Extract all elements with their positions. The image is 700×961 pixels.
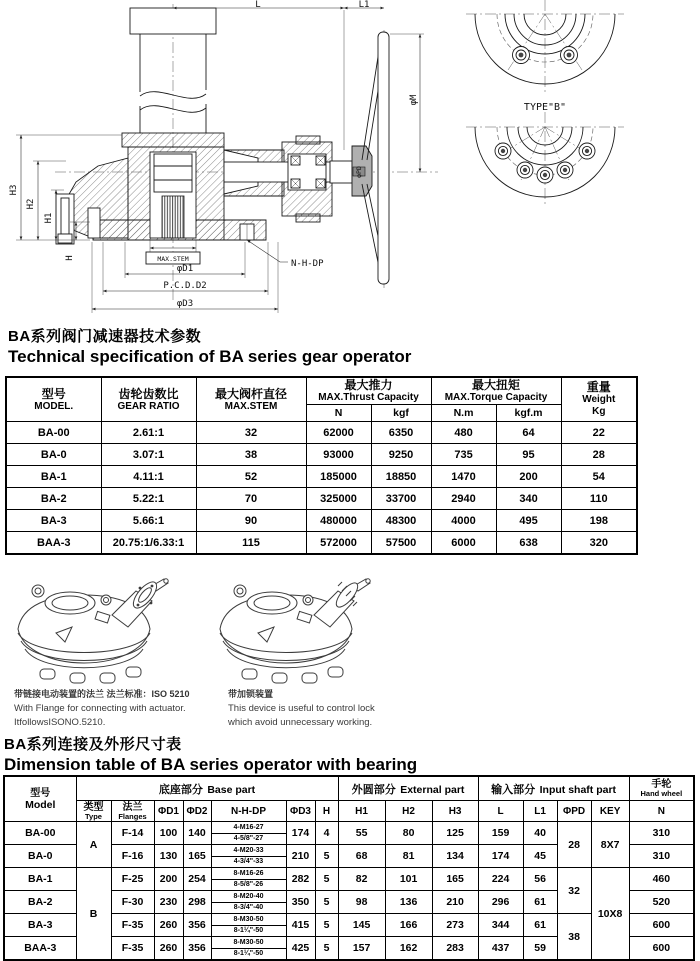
table-cell: 54	[561, 466, 637, 488]
table-cell: F-35	[111, 937, 154, 961]
table-cell: 5.22:1	[101, 488, 196, 510]
table-cell: BA-00	[6, 422, 101, 444]
group-base-en: Base part	[207, 783, 256, 796]
col2-type-en: Type	[85, 811, 102, 821]
figure-with-actuator-flange	[18, 578, 168, 683]
table-cell: F-25	[111, 868, 154, 891]
col2-l: L	[478, 801, 523, 822]
table-cell: 145	[338, 914, 385, 937]
table-cell: 425	[286, 937, 315, 961]
table-cell: 68	[338, 845, 385, 868]
table-cell: 4.11:1	[101, 466, 196, 488]
nhdp-line: 8-1¼"-50	[233, 926, 264, 934]
dimension-table	[3, 775, 695, 961]
table-cell: 134	[432, 845, 478, 868]
table-cell: BA-00	[4, 822, 76, 845]
gear-operator-section-drawing	[0, 0, 700, 322]
dim-d1-label: φD1	[176, 264, 194, 274]
table-row	[6, 422, 637, 444]
table-cell: 283	[432, 937, 478, 961]
nhdp-line: 8-5/8"-26	[233, 880, 264, 888]
table-cell: 28	[557, 822, 591, 868]
table-cell: 18850	[371, 466, 431, 488]
table-cell: 166	[385, 914, 432, 937]
nhdp-line: 4-M20-33	[212, 846, 286, 857]
nhdp-cell	[211, 845, 286, 868]
table-cell: BAA-3	[4, 937, 76, 961]
table-cell: 4	[315, 822, 338, 845]
col2-key: KEY	[591, 801, 629, 822]
table-cell: 344	[478, 914, 523, 937]
table-cell: 1470	[431, 466, 496, 488]
col-thrust-en: MAX.Thrust Capacity	[318, 392, 419, 403]
table-cell: 200	[154, 868, 183, 891]
table-cell: 62000	[306, 422, 371, 444]
col2-h2: H2	[385, 801, 432, 822]
section2-title-zh: BA系列连接及外形尺寸表	[4, 736, 182, 753]
col-torque-en: MAX.Torque Capacity	[444, 392, 548, 403]
section2-title	[4, 733, 417, 775]
col2-pd: ΦPD	[557, 801, 591, 822]
table-cell: 159	[478, 822, 523, 845]
col-gear-ratio	[101, 377, 196, 422]
table-cell: 101	[385, 868, 432, 891]
table-cell: 157	[338, 937, 385, 961]
table-cell: 8X7	[591, 822, 629, 868]
caption-flange-zh: 带链接电动装置的法兰 法兰标准：ISO 5210	[14, 689, 190, 699]
table-cell: 198	[561, 510, 637, 532]
table-cell: BA-3	[4, 914, 76, 937]
table-cell: 10X8	[591, 868, 629, 961]
table-cell: 310	[629, 845, 694, 868]
table-cell: 5	[315, 914, 338, 937]
flange-view-type-b	[466, 112, 624, 207]
col-ratio-en: GEAR RATIO	[117, 400, 180, 412]
table-cell: 5	[315, 937, 338, 961]
nhdp-line: 4-3/4"-33	[233, 857, 264, 865]
table-cell: 48300	[371, 510, 431, 532]
table-cell: BA-0	[6, 444, 101, 466]
table-cell: 70	[196, 488, 306, 510]
col2-n: N	[629, 801, 694, 822]
table-cell: 95	[496, 444, 561, 466]
table-cell: 174	[478, 845, 523, 868]
col-torque-zh: 最大扭矩	[472, 378, 521, 392]
table-cell: 130	[154, 845, 183, 868]
table-cell: 310	[629, 822, 694, 845]
table-cell: A	[76, 822, 111, 868]
table-cell: 140	[183, 822, 211, 845]
col2-h1: H1	[338, 801, 385, 822]
table-cell: 254	[183, 868, 211, 891]
table-cell: 572000	[306, 532, 371, 555]
nhdp-line: 8-M20-40	[212, 892, 286, 903]
table-cell: 320	[561, 532, 637, 555]
col-model-zh: 型号	[41, 386, 66, 401]
table-cell: 28	[561, 444, 637, 466]
nhdp-line: 8-3/4"-40	[233, 903, 264, 911]
col2-d2: ΦD2	[183, 801, 211, 822]
table-cell: 100	[154, 822, 183, 845]
group-input-zh: 输入部分	[491, 783, 536, 796]
table-cell: 260	[154, 937, 183, 961]
col2-type	[76, 801, 111, 822]
table-cell: 115	[196, 532, 306, 555]
type-b-label: TYPE"B"	[523, 102, 567, 113]
table-cell: 5	[315, 868, 338, 891]
table-cell: 260	[154, 914, 183, 937]
group-hand-wheel	[629, 776, 694, 801]
col2-type-zh: 类型	[83, 801, 104, 813]
table-cell: 98	[338, 891, 385, 914]
table-cell: 5	[315, 891, 338, 914]
table-cell: 22	[561, 422, 637, 444]
table-cell: 61	[523, 914, 557, 937]
table-cell: 735	[431, 444, 496, 466]
table-row	[4, 822, 694, 845]
col2-model	[4, 776, 76, 822]
table-cell: 460	[629, 868, 694, 891]
group-ext-zh: 外圆部分	[351, 783, 396, 796]
section2-title-en: Dimension table of BA series operator with bearing	[4, 755, 418, 774]
table-cell: 520	[629, 891, 694, 914]
col2-h3: H3	[432, 801, 478, 822]
col-weight-unit: Kg	[592, 406, 606, 417]
table-row	[6, 532, 637, 555]
table-cell: 90	[196, 510, 306, 532]
table-cell: 325000	[306, 488, 371, 510]
col-thrust-n: N	[306, 405, 371, 422]
table-cell: F-30	[111, 891, 154, 914]
group-ext-en: External part	[400, 783, 465, 796]
dim-L-label: L	[255, 0, 261, 10]
table-row	[6, 444, 637, 466]
table-cell: 80	[385, 822, 432, 845]
table-cell: 340	[496, 488, 561, 510]
table-cell: 356	[183, 937, 211, 961]
col-model-en: MODEL.	[34, 400, 74, 412]
table-cell: 81	[385, 845, 432, 868]
col2-l1: L1	[523, 801, 557, 822]
table-cell: 6000	[431, 532, 496, 555]
group-external-part	[338, 776, 478, 801]
operator-isometric-figures	[0, 575, 700, 687]
col2-flange-zh: 法兰	[122, 801, 143, 813]
table-cell: F-35	[111, 914, 154, 937]
group-input-shaft-part	[478, 776, 629, 801]
table-cell: 33700	[371, 488, 431, 510]
caption-flange-en2: ItfollowsISONO.5210.	[14, 717, 106, 728]
table-cell: 174	[286, 822, 315, 845]
table-cell: BA-2	[6, 488, 101, 510]
table-cell: 600	[629, 914, 694, 937]
table-cell: 480	[431, 422, 496, 444]
dim-L1-label: L1	[358, 0, 370, 10]
table-cell: BA-1	[6, 466, 101, 488]
spec-table-header-row1	[6, 377, 637, 405]
table-cell: 185000	[306, 466, 371, 488]
group-hw-en: Hand wheel	[640, 789, 683, 798]
table-cell: 210	[432, 891, 478, 914]
table-cell: 298	[183, 891, 211, 914]
caption-flange	[14, 687, 224, 731]
dim-m-label: φM	[409, 94, 419, 106]
table-cell: 93000	[306, 444, 371, 466]
col2-h: H	[315, 801, 338, 822]
col-stem-zh: 最大阀杆直径	[214, 386, 287, 401]
table-row	[6, 510, 637, 532]
table-cell: 32	[557, 868, 591, 914]
table-cell: 82	[338, 868, 385, 891]
table-cell: 5	[315, 845, 338, 868]
table-row	[4, 868, 694, 891]
col2-flange-en: Flanges	[118, 811, 147, 821]
col-torque-group	[431, 377, 561, 405]
col-model	[6, 377, 101, 422]
max-stem-label: MAX.STEM	[157, 255, 189, 263]
dim-H-label: H	[65, 255, 75, 261]
col-stem-en: MAX.STEM	[224, 400, 278, 412]
table-cell: 165	[183, 845, 211, 868]
table-cell: BA-0	[4, 845, 76, 868]
col-max-stem	[196, 377, 306, 422]
nhdp-line: 8-M16-26	[212, 869, 286, 880]
col-thrust-group	[306, 377, 431, 405]
col-weight-en: Weight	[582, 394, 616, 405]
handwheel	[330, 32, 389, 284]
nhdp-line: 4-M16-27	[212, 823, 286, 834]
table-row	[6, 466, 637, 488]
table-cell: 40	[523, 822, 557, 845]
col-torque-kgfm: kgf.m	[496, 405, 561, 422]
table-cell: 200	[496, 466, 561, 488]
nhdp-line: 4-5/8"-27	[233, 834, 264, 842]
caption-lock	[228, 687, 418, 731]
col-torque-nm: N.m	[431, 405, 496, 422]
table-cell: 495	[496, 510, 561, 532]
table-cell: 356	[183, 914, 211, 937]
table-cell: 32	[196, 422, 306, 444]
nhdp-line: 8-1¼"-50	[233, 949, 264, 957]
dim-H3-label: H3	[9, 184, 19, 196]
nhdp-cell	[211, 937, 286, 961]
col2-model-en: Model	[25, 798, 56, 811]
table-cell: 480000	[306, 510, 371, 532]
col2-d3: ΦD3	[286, 801, 315, 822]
table-row	[6, 488, 637, 510]
table-cell: 38	[557, 914, 591, 961]
table-cell: 2940	[431, 488, 496, 510]
table-cell: F-16	[111, 845, 154, 868]
flange-view-type-a	[466, 0, 624, 94]
table-cell: 57500	[371, 532, 431, 555]
nhdp-line: 8-M30-50	[212, 938, 286, 949]
dimension-table-group-header	[4, 776, 694, 801]
nhdp-line: 8-M30-50	[212, 915, 286, 926]
group-input-en: Input shaft part	[539, 783, 617, 796]
group-base-zh: 底座部分	[158, 783, 203, 796]
table-cell: B	[76, 868, 111, 961]
table-cell: 59	[523, 937, 557, 961]
caption-lock-en1: This device is useful to control lock	[228, 702, 375, 714]
nhdp-cell	[211, 868, 286, 891]
table-cell: 64	[496, 422, 561, 444]
caption-lock-en2: which avoid unnecessary working.	[228, 717, 373, 728]
col-weight	[561, 377, 637, 422]
table-cell: BA-2	[4, 891, 76, 914]
nhdp-callout-label: N-H-DP	[291, 259, 324, 269]
dim-d3-label: φD3	[176, 299, 194, 309]
dim-H1-label: H1	[44, 212, 54, 224]
table-cell: 20.75:1/6.33:1	[101, 532, 196, 555]
table-cell: 38	[196, 444, 306, 466]
table-cell: 125	[432, 822, 478, 845]
spec-table	[5, 376, 638, 555]
dimension-table-sub-header	[4, 801, 694, 822]
table-cell: 437	[478, 937, 523, 961]
table-cell: BAA-3	[6, 532, 101, 555]
table-cell: 165	[432, 868, 478, 891]
table-cell: BA-1	[4, 868, 76, 891]
col-weight-zh: 重量	[586, 380, 611, 394]
col2-flanges	[111, 801, 154, 822]
col2-d1: ΦD1	[154, 801, 183, 822]
section1-title-en: Technical specification of BA series gear operator	[8, 347, 412, 366]
dim-pd-label: φPD	[355, 166, 363, 178]
section1-title	[8, 325, 411, 367]
figure-with-lock-device	[220, 579, 370, 683]
col-thrust-kgf: kgf	[371, 405, 431, 422]
table-cell: 52	[196, 466, 306, 488]
table-cell: 273	[432, 914, 478, 937]
col2-model-zh: 型号	[30, 787, 51, 799]
table-cell: 2.61:1	[101, 422, 196, 444]
caption-lock-zh: 带加锁装置	[228, 689, 274, 699]
table-cell: 5.66:1	[101, 510, 196, 532]
col2-nhdp: N-H-DP	[211, 801, 286, 822]
col-ratio-zh: 齿轮齿数比	[118, 386, 179, 401]
table-cell: 45	[523, 845, 557, 868]
table-cell: 3.07:1	[101, 444, 196, 466]
section1-title-zh: BA系列阀门减速器技术参数	[8, 328, 202, 345]
table-cell: F-14	[111, 822, 154, 845]
table-cell: 296	[478, 891, 523, 914]
nhdp-cell	[211, 914, 286, 937]
dim-pcd-d2-label: P.C.D.D2	[163, 281, 207, 291]
table-cell: 110	[561, 488, 637, 510]
table-cell: 55	[338, 822, 385, 845]
table-cell: 600	[629, 937, 694, 961]
table-cell: BA-3	[6, 510, 101, 532]
table-cell: 230	[154, 891, 183, 914]
table-cell: 638	[496, 532, 561, 555]
nhdp-cell	[211, 891, 286, 914]
table-cell: 350	[286, 891, 315, 914]
table-cell: 136	[385, 891, 432, 914]
table-cell: 210	[286, 845, 315, 868]
caption-flange-en1: With Flange for connecting with actuator.	[14, 702, 186, 714]
group-base-part	[76, 776, 338, 801]
table-cell: 282	[286, 868, 315, 891]
group-hw-zh: 手轮	[651, 779, 672, 790]
table-cell: 61	[523, 891, 557, 914]
col-thrust-zh: 最大推力	[344, 378, 393, 392]
table-cell: 162	[385, 937, 432, 961]
table-cell: 9250	[371, 444, 431, 466]
table-cell: 56	[523, 868, 557, 891]
dim-H2-label: H2	[26, 198, 36, 210]
table-cell: 6350	[371, 422, 431, 444]
housing-section	[56, 133, 336, 244]
table-cell: 224	[478, 868, 523, 891]
table-cell: 4000	[431, 510, 496, 532]
nhdp-cell	[211, 822, 286, 845]
table-cell: 415	[286, 914, 315, 937]
